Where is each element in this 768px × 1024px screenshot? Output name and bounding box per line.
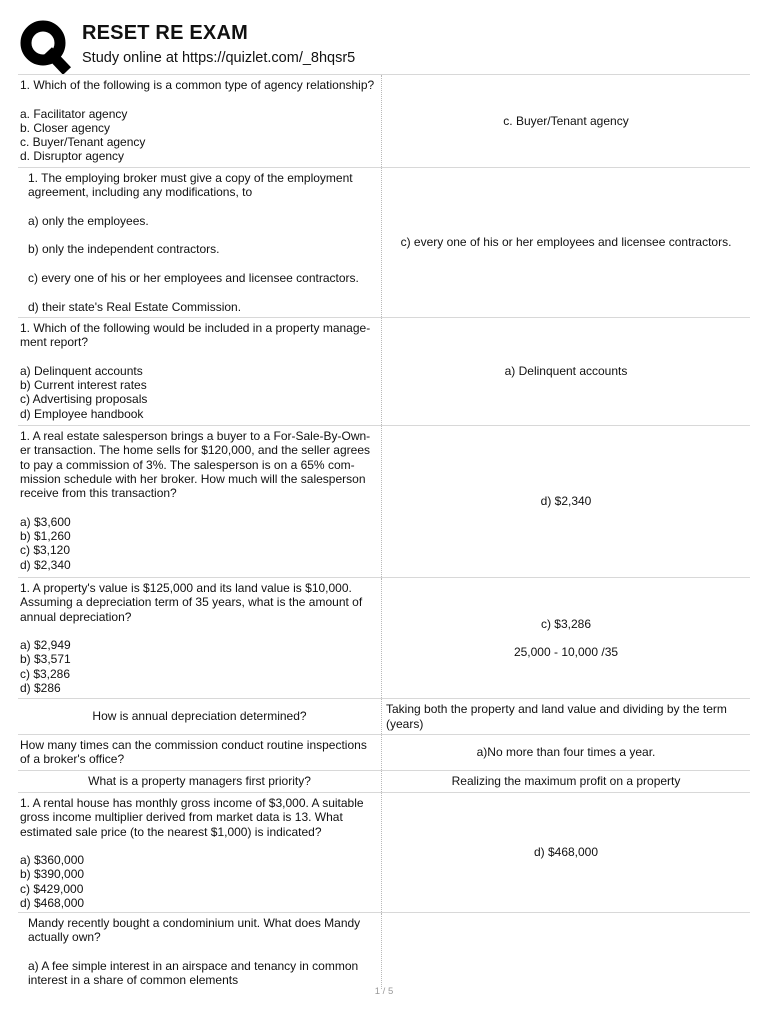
answer-option: a) A fee simple interest in an airspace and tenancy in common interest in a share of common elements xyxy=(28,958,359,988)
card-question xyxy=(18,913,382,989)
card-answer xyxy=(382,426,750,577)
flashcard-row xyxy=(18,167,750,317)
flashcard-table xyxy=(18,74,750,989)
answer-text: Taking both the property and land value and dividing by the term (years) xyxy=(386,702,727,731)
answer-option: c) every one of his or her employees and licensee contractors. xyxy=(28,271,359,286)
card-question xyxy=(18,771,382,792)
answer-option: d) their state's Real Estate Commission. xyxy=(28,299,242,314)
card-answer xyxy=(382,699,750,734)
quizlet-logo-icon xyxy=(18,18,72,74)
flashcard-row xyxy=(18,577,750,698)
question-text: How many times can the commission conduct routine inspections of a broker's office? xyxy=(20,738,367,767)
card-answer xyxy=(382,75,750,167)
card-answer xyxy=(382,168,750,317)
answer-explanation: 25,000 - 10,000 /35 xyxy=(513,645,619,659)
answer-option: b) only the independent contractors. xyxy=(28,242,220,257)
answer-options: a) $3,600 b) $1,260 c) $3,120 d) $2,340 xyxy=(20,514,71,572)
answer-options: a) $2,949 b) $3,571 c) $3,286 d) $286 xyxy=(20,638,71,696)
card-question xyxy=(18,793,382,912)
flashcard-row xyxy=(18,734,750,770)
card-question xyxy=(18,578,382,698)
flashcard-row xyxy=(18,74,750,167)
page-header xyxy=(0,0,768,74)
flashcard-row xyxy=(18,912,750,989)
answer-options: a) $360,000 b) $390,000 c) $429,000 d) $468,000 xyxy=(20,853,85,911)
question-text: 1. A property's value is $125,000 and its land value is $10,000. Assuming a depreciation term of 35 years, what is the amount of annual depreciation? xyxy=(20,581,363,624)
answer-text: d) $468,000 xyxy=(533,845,599,860)
question-text: 1. The employing broker must give a copy of the employment agreement, including any modifications, to xyxy=(28,171,353,200)
question-text: What is a property managers first priority? xyxy=(88,774,311,789)
card-question xyxy=(18,75,382,167)
question-text: 1. Which of the following would be included in a property manage- ment report? xyxy=(20,321,371,350)
card-question xyxy=(18,426,382,577)
question-text: How is annual depreciation determined? xyxy=(92,709,307,724)
question-text: 1. A rental house has monthly gross income of $3,000. A suitable gross income multiplier derived from market data is 13. What estimated sale price (to the nearest $1,000) is indicated? xyxy=(20,796,364,839)
answer-options: a. Facilitator agency b. Closer agency c. Buyer/Tenant agency d. Disruptor agency xyxy=(20,106,146,164)
answer-options: a) Delinquent accounts b) Current interest rates c) Advertising proposals d) Employee handbook xyxy=(20,363,148,421)
page-number: 1 / 5 xyxy=(374,986,394,997)
flashcard-row xyxy=(18,792,750,912)
answer-option: a) only the employees. xyxy=(28,213,149,228)
card-answer xyxy=(382,913,750,989)
card-answer xyxy=(382,771,750,792)
card-answer xyxy=(382,793,750,912)
card-question xyxy=(18,168,382,317)
flashcard-row xyxy=(18,425,750,577)
answer-text: Realizing the maximum profit on a property xyxy=(451,774,681,789)
card-answer xyxy=(382,578,750,698)
flashcard-row xyxy=(18,698,750,734)
answer-text: d) $2,340 xyxy=(540,494,592,509)
answer-text: a) Delinquent accounts xyxy=(504,364,628,379)
answer-text: a)No more than four times a year. xyxy=(476,745,656,760)
document-title: RESET RE EXAM xyxy=(82,22,248,44)
study-link-text: Study online at https://quizlet.com/_8hqsr5 xyxy=(82,50,356,66)
question-text: 1. Which of the following is a common type of agency relationship? xyxy=(20,78,375,92)
answer-text: c. Buyer/Tenant agency xyxy=(503,113,629,128)
answer-text: c) every one of his or her employees and licensee contractors. xyxy=(400,235,732,250)
card-question xyxy=(18,699,382,734)
answer-text: c) $3,286 xyxy=(540,616,592,631)
question-text: Mandy recently bought a condominium unit. What does Mandy actually own? xyxy=(28,916,361,945)
card-question xyxy=(18,318,382,425)
flashcard-row xyxy=(18,317,750,425)
card-question xyxy=(18,735,382,770)
question-text: 1. A real estate salesperson brings a buyer to a For-Sale-By-Own- er transaction. The home sells for $120,000, and the seller agrees to pay a commission of 3%. The salesperson is on a 65% com- mission schedule with her broker. How much will the salesperson receive from this transaction? xyxy=(20,429,371,501)
card-answer xyxy=(382,735,750,770)
card-answer xyxy=(382,318,750,425)
flashcard-row xyxy=(18,770,750,792)
